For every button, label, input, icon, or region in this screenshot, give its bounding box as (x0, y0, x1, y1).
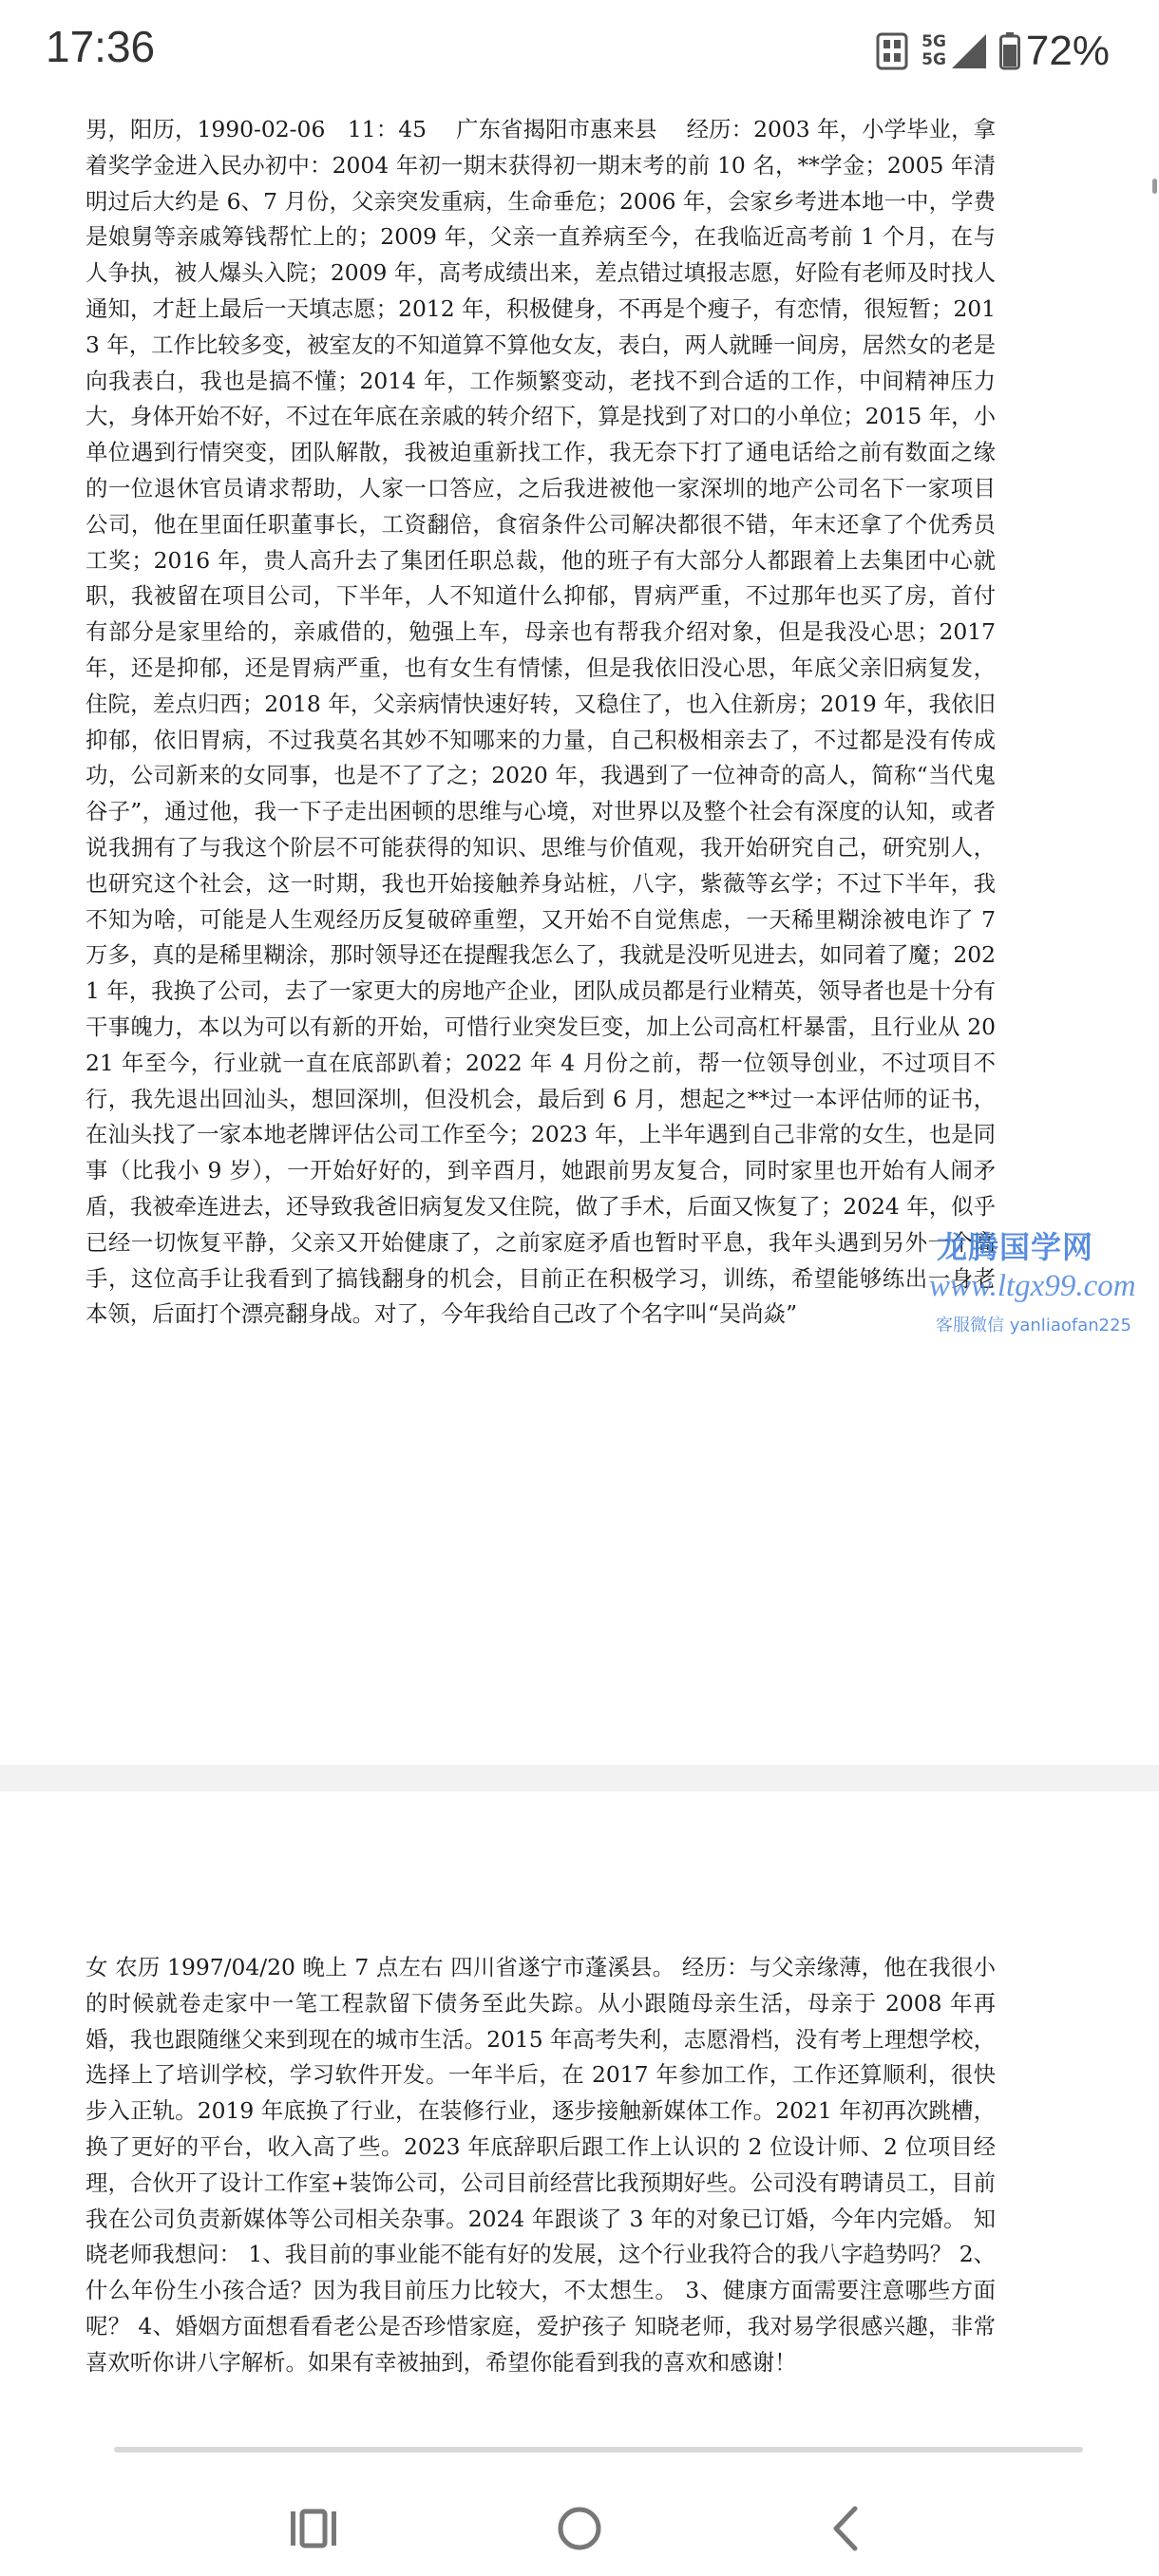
network-type-1: 5G (922, 32, 946, 51)
recent-apps-button[interactable] (276, 2491, 352, 2567)
signal-icon (950, 32, 988, 70)
back-button[interactable] (808, 2491, 884, 2567)
status-bar (0, 0, 1159, 104)
status-time: 17:36 (46, 22, 156, 71)
scrollbar[interactable] (1152, 179, 1157, 194)
watermark-title: 龙腾国学网 (937, 1229, 1094, 1265)
network-type (922, 33, 946, 69)
home-icon (556, 2505, 603, 2552)
home-button[interactable] (542, 2491, 618, 2567)
document-page-2-text: 女 农历 1997/04/20 晚上 7 点左右 四川省遂宁市蓬溪县。 经历：与父亲缘薄，他在我很小的时候就卷走家中一笔工程款留下债务至此失踪。从小跟随母亲生活，母亲于 2008 年再婚，我也跟随继父来到现在的城市生活。2015 年高考失利，志愿滑档，没有考上理想学校，选择上了培训学校，学习软件开发。一年半后，在 2017 年参加工作，工作还算顺利，很快步入正轨。2019 年底换了行业，在装修行业，逐步接触新媒体工作。2021 年初再次跳槽，换了更好的平台，收入高了些。2023 年底辞职后跟工作上认识的 2 位设计师、2 位项目经理，合伙开了设计工作室+装饰公司，公司目前经营比我预期好些。公司没有聘请员工，目前我在公司负责新媒体等公司相关杂事。2024 年跟谈了 3 年的对象已订婚，今年内完婚。 知晓老师我想问： 1、我目前的事业能不能有好的发展，这个行业我符合的我八字趋势吗？ 2、什么年份生小孩合适？因为我目前压力比较大，不太想生。 3、健康方面需要注意哪些方面呢？ 4、婚姻方面想看看老公是否珍惜家庭，爱护孩子 知晓老师，我对易学很感兴趣，非常喜欢听你讲八字解析。如果有幸被抽到，希望你能看到我的喜欢和感谢！ (86, 1954, 996, 2376)
battery-icon (999, 32, 1020, 70)
document-page-1-text: 男，阳历，1990-02-06 11：45 广东省揭阳市惠来县 经历：2003 年，小学毕业，拿着奖学金进入民办初中：2004 年初一期末获得初一期末考的前 10 名，**学金；2005 年清明过后大约是 6、7 月份，父亲突发重病，生命垂危；2006 年，会家乡考进本地一中，学费是娘舅等亲戚筹钱帮忙上的；2009 年，父亲一直养病至今，在我临近高考前 1 个月，在与人争执，被人爆头入院；2009 年，高考成绩出来，差点错过填报志愿，好险有老师及时找人通知，才赶上最后一天填志愿；2012 年，积极健身，不再是个瘦子，有恋情，很短暂；2013 年，工作比较多变，被室友的不知道算不算他女友，表白，两人就睡一间房，居然女的老是向我表白，我也是搞不懂；2014 年，工作频繁变动，老找不到合适的工作，中间精神压力大，身体开始不好，不过在年底在亲戚的转介绍下，算是找到了对口的小单位；2015 年，小单位遇到行情突变，团队解散，我被迫重新找工作，我无奈下打了通电话给之前有数面之缘的一位退休官员请求帮助，人家一口答应，之后我进被他一家深圳的地产公司名下一家项目公司，他在里面任职董事长，工资翻倍，食宿条件公司解决都很不错，年末还拿了个优秀员工奖；2016 年，贵人高升去了集团任职总裁，他的班子有大部分人都跟着上去集团中心就职，我被留在项目公司，下半年，人不知道什么抑郁，胃病严重，不过那年也买了房，首付有部分是家里给的，亲戚借的，勉强上车，母亲也有帮我介绍对象，但是我没心思；2017 年，还是抑郁，还是胃病严重，也有女生有情愫，但是我依旧没心思，年底父亲旧病复发，住院，差点归西；2018 年，父亲病情快速好转，又稳住了，也入住新房；2019 年，我依旧抑郁，依旧胃病，不过我莫名其妙不知哪来的力量，自己积极相亲去了，不过都是没有传成功，公司新来的女同事，也是不了了之；2020 年，我遇到了一位神奇的高人，简称“当代鬼谷子”，通过他，我一下子走出困顿的思维与心境，对世界以及整个社会有深度的认知，或者说我拥有了与我这个阶层不可能获得的知识、思维与价值观，我开始研究自己，研究别人，也研究这个社会，这一时期，我也开始接触养身站桩，八字，紫薇等玄学；不过下半年，我不知为啥，可能是人生观经历反复破碎重塑，又开始不自觉焦虑，一天稀里糊涂被电诈了 7 万多，真的是稀里糊涂，那时领导还在提醒我怎么了，我就是没听见进去，如同着了魔；2021 年，我换了公司，去了一家更大的房地产企业，团队成员都是行业精英，领导者也是十分有干事魄力，本以为可以有新的开始，可惜行业突发巨变，加上公司高杠杆暴雷，且行业从 2021 年至今，行业就一直在底部趴着；2022 年 4 月份之前，帮一位领导创业，不过项目不行，我先退出回汕头，想回深圳，但没机会，最后到 6 月，想起之**过一本评估师的证书，在汕头找了一家本地老牌评估公司工作至今；2023 年，上半年遇到自己非常的女生，也是同事（比我小 9 岁），一开始好好的，到辛酉月，她跟前男友复合，同时家里也开始有人闹矛盾，我被牵连进去，还导致我爸旧病复发又住院，做了手术，后面又恢复了；2024 年，似乎已经一切恢复平静，父亲又开始健康了，之前家庭矛盾也暂时平息，我年头遇到另外一个高手，这位高手让我看到了搞钱翻身的机会，目前正在积极学习，训练，希望能够练出一身老本领，后面打个漂亮翻身战。对了，今年我给自己改了个名字叫“吴尚焱” (86, 116, 996, 1328)
watermark-contact: 客服微信 yanliaofan225 (936, 1316, 1131, 1335)
network-type-2: 5G (922, 50, 946, 69)
page-separator (0, 1765, 1159, 1791)
back-icon (826, 2505, 864, 2552)
recent-apps-icon (289, 2508, 338, 2549)
status-icons (876, 25, 1110, 78)
watermark (929, 1223, 1155, 1336)
sim-icon (876, 32, 908, 70)
battery-percentage: 72% (1025, 28, 1110, 74)
navigation-bar (0, 2481, 1159, 2576)
watermark-url: www.ltgx99.com (929, 1269, 1136, 1303)
horizontal-scroll-indicator (114, 2447, 1083, 2453)
